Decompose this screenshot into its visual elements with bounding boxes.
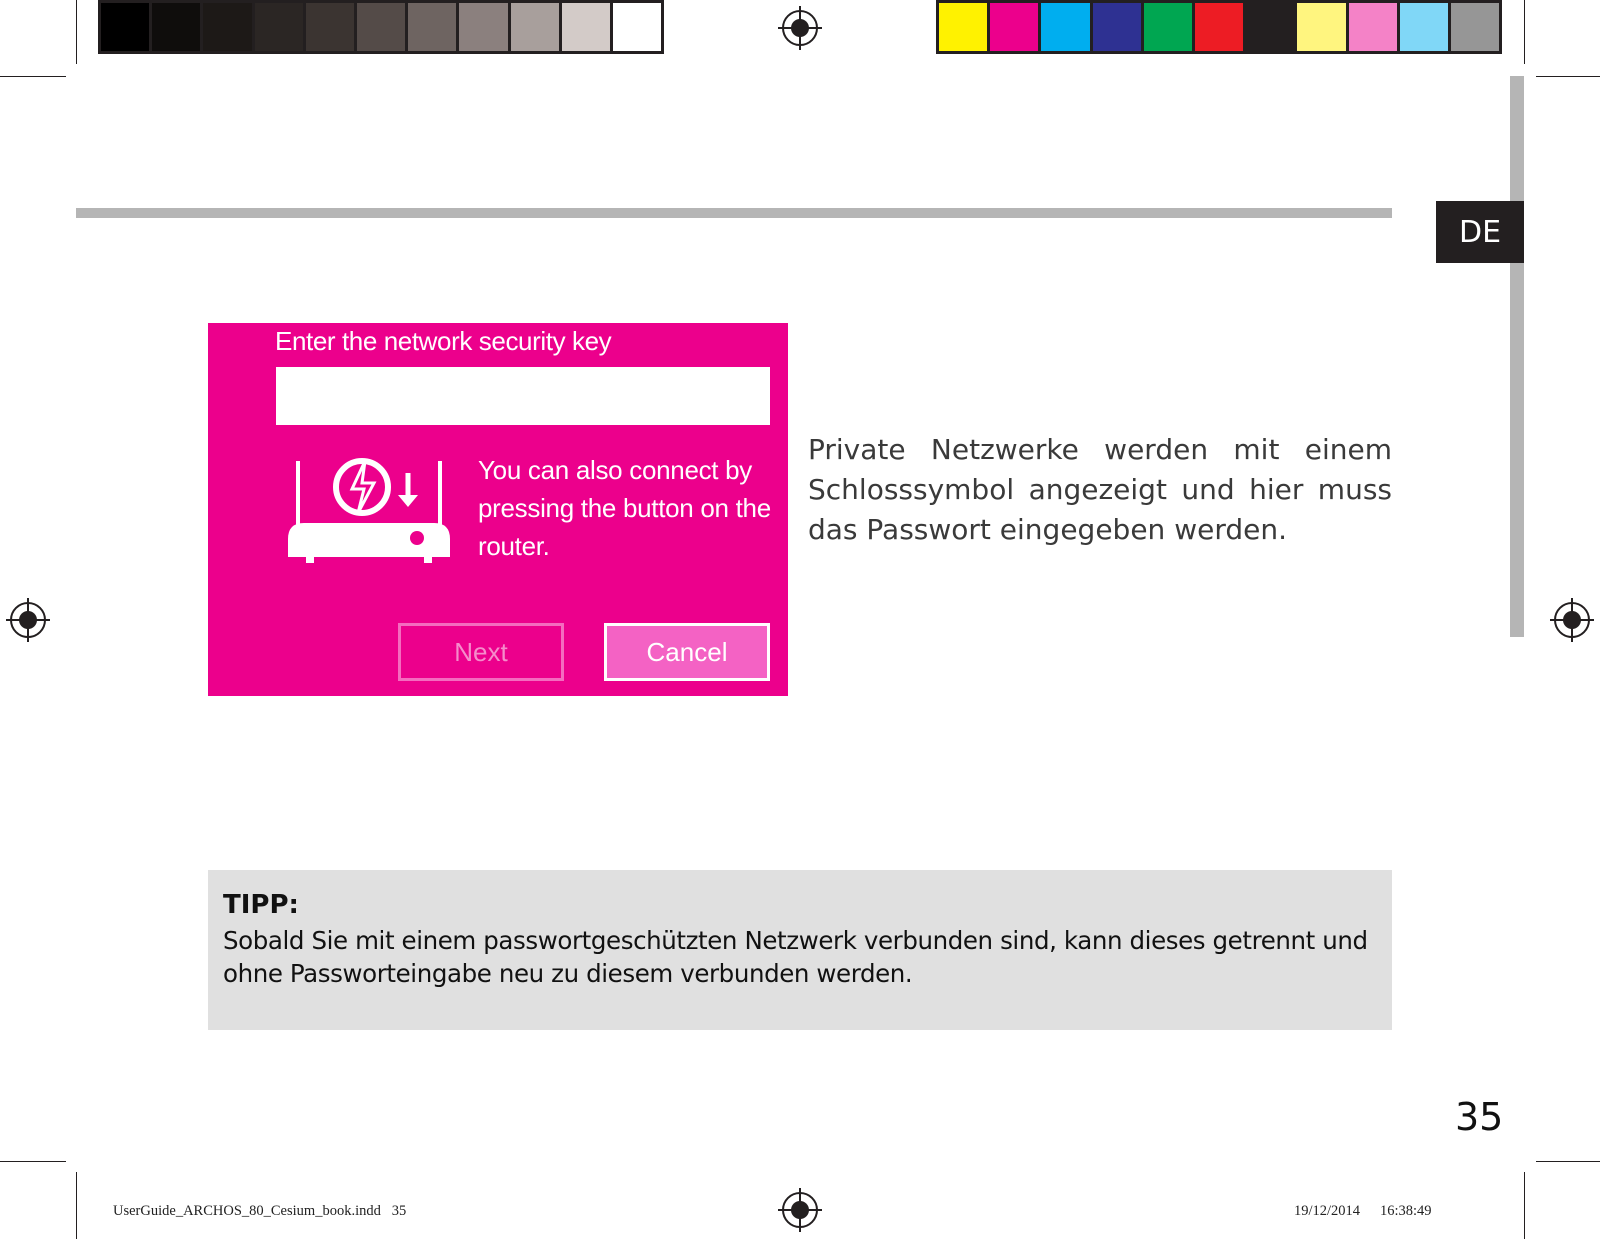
process-color-swatch [1144, 3, 1195, 51]
registration-mark-icon [778, 1188, 822, 1232]
tip-title: TIPP: [223, 890, 299, 920]
gray-swatch [511, 3, 562, 51]
process-color-swatch [1195, 3, 1246, 51]
process-color-swatch [1297, 3, 1348, 51]
process-color-bar [936, 0, 1502, 54]
process-color-swatch [1451, 3, 1499, 51]
gray-swatch [306, 3, 357, 51]
security-key-input[interactable] [276, 367, 770, 425]
registration-mark-icon [1550, 598, 1594, 642]
crop-mark-top-left-h [0, 76, 66, 77]
body-paragraph: Private Netzwerke werden mit einem Schlosssymbol angezeigt und hier muss das Passwort eingegeben werden. [808, 433, 1392, 546]
cancel-button[interactable]: Cancel [604, 623, 770, 681]
next-button[interactable]: Next [398, 623, 564, 681]
crop-mark-top-left-v [76, 0, 77, 64]
page-number: 35 [1455, 1095, 1504, 1139]
gray-swatch [152, 3, 203, 51]
process-color-swatch [939, 3, 990, 51]
side-bar [1510, 76, 1524, 637]
crop-mark-bottom-right-h [1536, 1161, 1600, 1162]
process-color-swatch [1246, 3, 1297, 51]
registration-mark-icon [6, 598, 50, 642]
gray-swatch [613, 3, 661, 51]
registration-mark-icon [778, 6, 822, 50]
process-color-swatch [990, 3, 1041, 51]
network-key-dialog [208, 323, 788, 696]
grayscale-color-bar [98, 0, 664, 54]
crop-mark-bottom-left-h [0, 1161, 66, 1162]
gray-swatch [101, 3, 152, 51]
dialog-info-text: You can also connect by pressing the button on the router. [478, 455, 771, 561]
process-color-swatch [1093, 3, 1144, 51]
gray-swatch [408, 3, 459, 51]
slug-time: 16:38:49 [1380, 1203, 1432, 1219]
gray-swatch [562, 3, 613, 51]
process-color-swatch [1400, 3, 1451, 51]
tip-text: Sobald Sie mit einem passwortgeschützten Netzwerk verbunden sind, kann dieses getrennt und ohne Passworteingabe neu zu diesem verbunden werden. [223, 926, 1368, 988]
dialog-title: Enter the network security key [275, 326, 612, 356]
header-rule [76, 208, 1392, 218]
gray-swatch [255, 3, 306, 51]
process-color-swatch [1041, 3, 1092, 51]
tip-box [208, 870, 1392, 1030]
language-tab: DE [1436, 201, 1524, 263]
gray-swatch [357, 3, 408, 51]
slug-date: 19/12/2014 [1294, 1203, 1361, 1219]
process-color-swatch [1349, 3, 1400, 51]
crop-mark-top-right-h [1536, 76, 1600, 77]
slug-filename: UserGuide_ARCHOS_80_Cesium_book.indd 35 [113, 1203, 407, 1219]
crop-mark-top-right-v [1524, 0, 1525, 64]
crop-mark-bottom-left-v [76, 1172, 77, 1239]
gray-swatch [203, 3, 254, 51]
gray-swatch [459, 3, 510, 51]
crop-mark-bottom-right-v [1524, 1172, 1525, 1239]
wifi-router-icon [282, 451, 456, 563]
